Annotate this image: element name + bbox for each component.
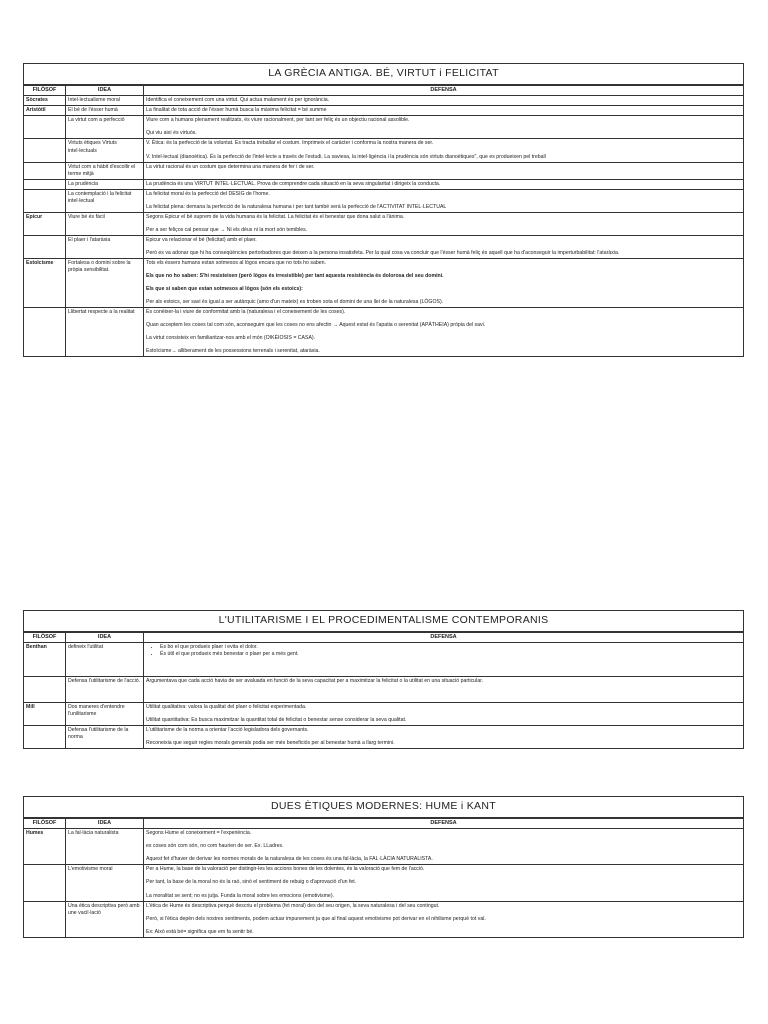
table-row bbox=[24, 106, 744, 116]
header-philosopher: FILÒSOF bbox=[24, 86, 66, 96]
philosopher-cell: Sòcrates bbox=[24, 96, 66, 106]
table-row bbox=[24, 162, 744, 179]
section-table bbox=[23, 632, 744, 749]
list-item: • És útil el que produeix més benestar o plaer per a més gent. bbox=[160, 651, 741, 658]
section-hume-kant bbox=[23, 796, 744, 938]
idea-cell: L'emotivisme moral bbox=[66, 865, 144, 901]
defense-text: Reconeixia que seguir regles morals generals podia ser més beneficiós per al benestar humà a llarg termini. bbox=[146, 740, 395, 747]
section-utilitarianism bbox=[23, 610, 744, 749]
defense-cell bbox=[144, 258, 744, 307]
philosopher-cell bbox=[24, 901, 66, 937]
table-row bbox=[24, 96, 744, 106]
defense-cell bbox=[144, 116, 744, 139]
defense-text: La prudència és una VIRTUT INTEL·LECTUAL. Prova de comprendre cada situació en la seva singularitat i dirigeix la conducta. bbox=[146, 180, 441, 187]
section-table bbox=[23, 85, 744, 357]
list-item: • Es bo el que produeix plaer i evita el dolor. bbox=[160, 644, 741, 651]
header-idea: IDEA bbox=[66, 633, 144, 643]
defense-text: V. Ètica: és la perfecció de la voluntat. Es tracta treballar el costum. Imprimeix el caràcter i conforma la nostra manera de ser. bbox=[146, 140, 434, 147]
defense-text: Utilitat quantitativa: Es busca maximitzar la quantitat total de felicitat o benestar sense considerar la seva qualitat. bbox=[146, 717, 407, 724]
table-row bbox=[24, 677, 744, 703]
defense-text: Segons Hume el coneixement = l'experiència. bbox=[146, 830, 252, 837]
philosopher-cell: Humes bbox=[24, 829, 66, 865]
philosopher-cell bbox=[24, 116, 66, 139]
section-greece bbox=[23, 63, 744, 357]
table-row bbox=[24, 829, 744, 865]
header-defense: DEFENSA bbox=[144, 86, 744, 96]
defense-text: Aquest fet d'haver de derivar les normes morals de la naturalesa de les coses és una fal·làcia, la FAL·LÀCIA NATURALISTA. bbox=[146, 856, 433, 863]
defense-text: La felicitat plena: demana la perfecció de la naturalesa humana i per tant també serà la perfecció de l'ACTIVITAT INTEL·LECTUAL bbox=[146, 203, 447, 210]
defense-text: La virtut racional és un costum que determina una manera de fer i de ser. bbox=[146, 163, 315, 170]
philosopher-cell bbox=[24, 726, 66, 749]
defense-cell bbox=[144, 106, 744, 116]
defense-cell bbox=[144, 179, 744, 189]
table-header-row bbox=[24, 819, 744, 829]
defense-text: Per tant, la base de la moral no és la raó, sinó el sentiment de rebuig o d'aprovació d'un fet. bbox=[146, 879, 357, 886]
defense-cell bbox=[144, 865, 744, 901]
idea-cell: Defensa l'utilitarisme de l'acció. bbox=[66, 677, 144, 703]
header-philosopher: FILÒSOF bbox=[24, 633, 66, 643]
defense-cell bbox=[144, 829, 744, 865]
defense-cell bbox=[144, 901, 744, 937]
table-row bbox=[24, 643, 744, 677]
idea-cell: Dos maneres d'entendre l'unilitarisme bbox=[66, 703, 144, 726]
table-row bbox=[24, 139, 744, 162]
defense-cell bbox=[144, 96, 744, 106]
defense-text: Epicur va relacionar el bé (felicitat) amb el plaer. bbox=[146, 236, 257, 243]
table-row bbox=[24, 865, 744, 901]
philosopher-cell: Estoïcisme bbox=[24, 258, 66, 307]
idea-cell: Defensa l'utilitarisme de la norma bbox=[66, 726, 144, 749]
header-defense: DEFENSA bbox=[144, 633, 744, 643]
philosopher-cell bbox=[24, 139, 66, 162]
idea-cell: Una ètica descriptiva però amb une vacil·lació bbox=[66, 901, 144, 937]
idea-cell: Llibertat respecte a la realitat bbox=[66, 307, 144, 356]
philosopher-cell bbox=[24, 189, 66, 212]
defense-text: Quan acceptem les coses tal com són, aconseguim que les coses no ens afectin → Aquest estat és l'apatia o serenitat (APÀTHEIA) pròpia del savi. bbox=[146, 321, 486, 328]
philosopher-cell bbox=[24, 865, 66, 901]
philosopher-cell bbox=[24, 162, 66, 179]
idea-cell: El plaer i l'ataràxia bbox=[66, 235, 144, 258]
defense-text: Ex: Això està bé= significa que em fa sentir bé. bbox=[146, 928, 254, 935]
defense-cell bbox=[144, 139, 744, 162]
idea-cell: Fortalesa o domini sobre la pròpia sensibilitat. bbox=[66, 258, 144, 307]
idea-cell: Virtut com a hàbit d'escollir el terme mitjà bbox=[66, 162, 144, 179]
table-row bbox=[24, 235, 744, 258]
philosopher-cell: Benthan bbox=[24, 643, 66, 677]
defense-cell bbox=[144, 307, 744, 356]
defense-text: L'ètica de Hume és descriptiva perquè descriu el problema (fet moral) des del seu origen, la seva naturalesa i del seu contingut. bbox=[146, 902, 440, 909]
section-table bbox=[23, 818, 744, 938]
defense-text: Utilitat qualitativa: valora la qualitat del plaer o felicitat experimentada. bbox=[146, 704, 307, 711]
defense-text: Però, si l'ètica depèn dels nostres sentiments, podem actuar impunement ja que al final aquest emotivisme pot derivar en el nihilisme perquè tot val. bbox=[146, 915, 486, 922]
table-row bbox=[24, 189, 744, 212]
section-title: L'UTILITARISME I EL PROCEDIMENTALISME CONTEMPORANIS bbox=[23, 610, 744, 632]
philosopher-cell bbox=[24, 677, 66, 703]
philosopher-cell: Aristòtil bbox=[24, 106, 66, 116]
defense-text: Estoïcisme→ alliberament de les possessions terrenals i serenitat, ataràxia. bbox=[146, 347, 320, 354]
defense-text: es coses són com són, no com haurien de ser. Ex. LLadres. bbox=[146, 843, 284, 850]
defense-cell bbox=[144, 643, 744, 677]
table-row bbox=[24, 703, 744, 726]
philosopher-cell: Epicur bbox=[24, 212, 66, 235]
defense-cell bbox=[144, 212, 744, 235]
defense-text: Per a Hume, la base de la valoració per distingir-les les accions bones de les dolentes, és la valoració que fem de l'acció. bbox=[146, 866, 425, 873]
section-title: DUES ÈTIQUES MODERNES: HUME i KANT bbox=[23, 796, 744, 818]
header-idea: IDEA bbox=[66, 819, 144, 829]
table-header-row bbox=[24, 86, 744, 96]
idea-cell: Virtuts ètiques Virtuts intel·lectuals bbox=[66, 139, 144, 162]
idea-cell: La virtut com a perfecció bbox=[66, 116, 144, 139]
defense-text: La moralitat se sent; no es jutja. Funda la moral sobre les emocions (emotivisme). bbox=[146, 892, 334, 899]
idea-cell: La fal·làcia naturalista bbox=[66, 829, 144, 865]
idea-cell: defineix l'utilitat bbox=[66, 643, 144, 677]
defense-text: La felicitat moral és la perfecció del DESIG de l'home. bbox=[146, 190, 270, 197]
defense-text: Viure com a humans plenament realitzats, és viure racionalment, per tant ser feliç és un objectiu racional assolible. bbox=[146, 117, 410, 124]
defense-text: Però es va adonar que hi ha conseqüències pertorbadores que deixen a la persona insatisfeta. Per la qual cosa va concluir que l'ésser humà feliç és aquell que ha d'aconseguir la imperturbabilitat: l'ataràxia. bbox=[146, 249, 620, 256]
table-row bbox=[24, 307, 744, 356]
defense-text: Identifica el coneixement com una virtut. Qui actua malament és per ignorància. bbox=[146, 97, 330, 104]
defense-text: V. Intel·lectual (dianoètica). És la perfecció de l'intel·lecte a través de l'estudi. La saviesa, la intel·ligència i la prudència són virtuts dianoètiques", que es produeixen pel treball bbox=[146, 153, 546, 160]
idea-cell: El bé de l'ésser humà bbox=[66, 106, 144, 116]
defense-text: La finalitat de tota acció de l'ésser humà busca la màxima felicitat = bé summe bbox=[146, 107, 327, 114]
defense-cell bbox=[144, 703, 744, 726]
table-row bbox=[24, 212, 744, 235]
header-defense: DEFENSA bbox=[144, 819, 744, 829]
defense-text: Tots els éssers humans estan sotmesos al lògos encara que no tots ho saben. bbox=[146, 259, 326, 266]
idea-cell: Viure bé és fàcil bbox=[66, 212, 144, 235]
defense-text: Argumentava que cada acció havia de ser avaluada en funció de la seva capacitat per a maximitzar la felicitat o la utilitat en una situació particular. bbox=[146, 678, 484, 685]
defense-cell bbox=[144, 162, 744, 179]
table-row bbox=[24, 179, 744, 189]
defense-text: Per als estoics, ser savi és igual a ser autàrquic (amo d'un mateix) es troben sota el domini de una llei de la naturalesa (LÒGOS). bbox=[146, 298, 444, 305]
defense-cell bbox=[144, 189, 744, 212]
idea-cell: La prudència bbox=[66, 179, 144, 189]
philosopher-cell bbox=[24, 235, 66, 258]
defense-text: Segons Epicur el bé suprem de la vida humana és la felicitat. La felicitat és el benestar que dona salut a l'ànima. bbox=[146, 213, 405, 220]
defense-cell bbox=[144, 235, 744, 258]
table-row bbox=[24, 726, 744, 749]
defense-cell bbox=[144, 677, 744, 703]
table-row bbox=[24, 116, 744, 139]
table-row bbox=[24, 901, 744, 937]
idea-cell: Intel·lectualisme moral bbox=[66, 96, 144, 106]
table-header-row bbox=[24, 633, 744, 643]
defense-text: L'utilitarisme de la norma a orientar l'acció legisladora dels governants. bbox=[146, 727, 309, 734]
defense-text: Els que no ho saben: S'hi resisteixen (però lògos és irresistible) per tant aquesta resistència és dolorosa del seu domini. bbox=[146, 272, 444, 279]
idea-cell: La contemplació i la felicitat intel·lectual bbox=[66, 189, 144, 212]
defense-cell bbox=[144, 726, 744, 749]
defense-text: La virtut consisteix en familiaritzar-nos amb el món (OIKÉIOSIS = CASA). bbox=[146, 334, 316, 341]
philosopher-cell: Mill bbox=[24, 703, 66, 726]
defense-text: Qui viu així és virtuós. bbox=[146, 130, 197, 137]
defense-text: Els que sí saben que estan sotmesos al lògos (són els estoics): bbox=[146, 285, 303, 292]
section-title: LA GRÈCIA ANTIGA. BÉ, VIRTUT i FELICITAT bbox=[23, 63, 744, 85]
defense-text: És conèixer-la i viure de conformitat amb la (naturalesa i el coneixement de les coses). bbox=[146, 308, 346, 315]
table-row bbox=[24, 258, 744, 307]
defense-text: Per a ser feliços cal pensar que → Ni els déus ni la mort són temibles. bbox=[146, 226, 308, 233]
philosopher-cell bbox=[24, 179, 66, 189]
header-philosopher: FILÒSOF bbox=[24, 819, 66, 829]
defense-list bbox=[146, 644, 741, 658]
header-idea: IDEA bbox=[66, 86, 144, 96]
philosopher-cell bbox=[24, 307, 66, 356]
